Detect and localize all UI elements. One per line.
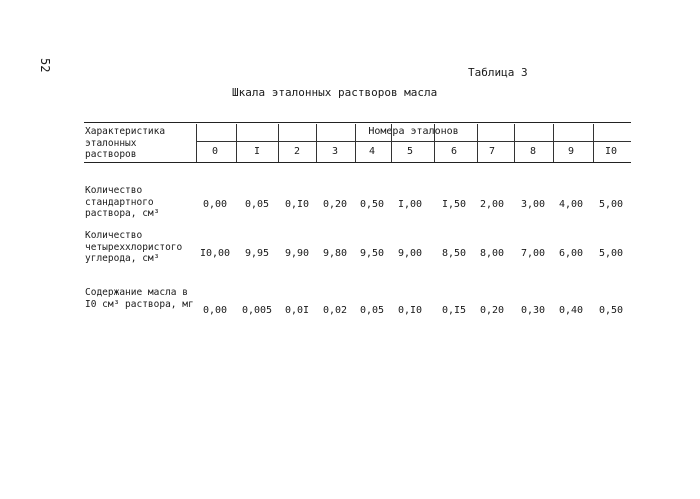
table-cell: 0,05 [244,199,270,210]
table-cell: 0,50 [359,199,385,210]
table-cell: 0,I0 [397,305,423,316]
header-group-label: Номера эталонов [368,126,459,137]
standard-number-header: 6 [450,146,458,157]
column-separator [236,124,237,162]
table-cell: I,00 [397,199,423,210]
table-cell: 4,00 [558,199,584,210]
table-cell: 8,50 [441,248,467,259]
table-cell: 6,00 [558,248,584,259]
table-cell: 0,00 [202,199,228,210]
table-cell: 9,90 [284,248,310,259]
page-number: 52 [38,58,52,73]
table-cell: 0,20 [479,305,505,316]
table-cell: 2,00 [479,199,505,210]
standard-number-header: 9 [567,146,575,157]
header-characteristic-label: Характеристика эталонных растворов [85,126,166,160]
table-cell: 7,00 [520,248,546,259]
header-group-rule [196,141,631,142]
table-label: Таблица 3 [468,66,528,79]
standard-number-header: I0 [604,146,618,157]
standard-number-header: 5 [406,146,414,157]
table-cell: 0,00 [202,305,228,316]
row-label: Количество четыреххлористого углерода, см³ [85,230,183,264]
table-cell: 9,00 [397,248,423,259]
table-cell: 0,0I [284,305,310,316]
table-cell: 0,30 [520,305,546,316]
row-label: Количество стандартного раствора, см³ [85,185,160,219]
table-cell: 5,00 [598,199,624,210]
standard-number-header: I [253,146,261,157]
standard-number-header: 2 [293,146,301,157]
standard-number-header: 3 [331,146,339,157]
table-cell: 9,80 [322,248,348,259]
standard-number-header: 0 [211,146,219,157]
table-cell: 9,95 [244,248,270,259]
table-cell: I,50 [441,199,467,210]
table-cell: 0,02 [322,305,348,316]
table-cell: 9,50 [359,248,385,259]
row-label: Содержание масла в I0 см³ раствора, мг [85,287,194,310]
header-bottom-rule [84,162,631,163]
standard-number-header: 4 [368,146,376,157]
standard-number-header: 8 [529,146,537,157]
table-cell: 0,005 [241,305,273,316]
table-title: Шкала эталонных растворов масла [232,86,438,99]
table-cell: 3,00 [520,199,546,210]
table-cell: 0,20 [322,199,348,210]
table-cell: I0,00 [199,248,231,259]
top-rule [84,122,631,123]
table-cell: 0,05 [359,305,385,316]
table-cell: 0,I5 [441,305,467,316]
table-cell: 8,00 [479,248,505,259]
table-cell: 5,00 [598,248,624,259]
table-cell: 0,40 [558,305,584,316]
table-cell: 0,I0 [284,199,310,210]
table-cell: 0,50 [598,305,624,316]
standard-number-header: 7 [488,146,496,157]
